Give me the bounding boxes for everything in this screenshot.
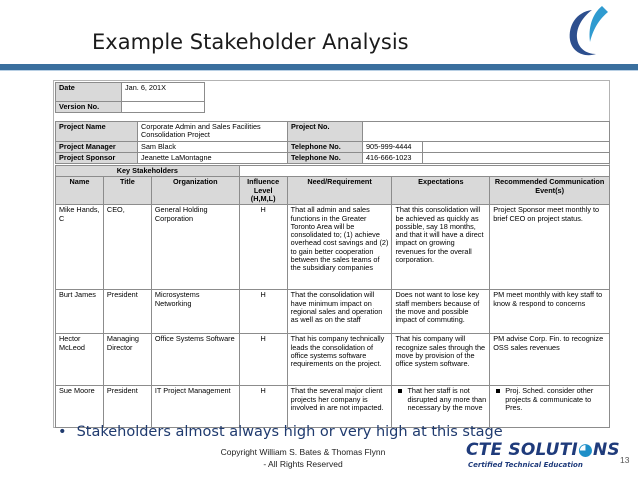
copyright-line: - All Rights Reserved xyxy=(263,459,343,469)
cell-need: That the consolidation will have minimum impact on regional sales and operation as well as on the staff xyxy=(287,290,392,334)
cell-need: That his company technically leads the consolidation of office systems software requirements on the project. xyxy=(287,334,392,386)
stakeholder-table xyxy=(55,165,610,428)
project-sponsor-label: Project Sponsor xyxy=(56,152,138,163)
cell-influence: H xyxy=(239,334,287,386)
cell-organization: General Holding Corporation xyxy=(151,205,239,290)
cell-expectations xyxy=(392,386,490,428)
col-header-name: Name xyxy=(56,177,104,205)
cell-recommended: Project Sponsor meet monthly to brief CEO on project status. xyxy=(490,205,610,290)
sponsor-phone-label: Telephone No. xyxy=(288,152,363,163)
bullet-icon: • xyxy=(58,424,67,440)
manager-phone-label: Telephone No. xyxy=(288,141,363,152)
globe-o-icon: ◕ xyxy=(577,440,593,460)
col-header-recommended: Recommended Communication Event(s) xyxy=(490,177,610,205)
version-value xyxy=(122,102,205,113)
title-underline xyxy=(0,64,638,70)
cte-swoosh-logo xyxy=(562,4,618,62)
cell-organization: Office Systems Software xyxy=(151,334,239,386)
cell-organization: Microsystems Networking xyxy=(151,290,239,334)
cell-expectations: That this consolidation will be achieved as quickly as possible, say 18 months, and that it will have a direct impact on growing revenues for the overall corporation. xyxy=(392,205,490,290)
copyright-notice xyxy=(213,446,393,470)
cell-need: That the several major client projects her company is involved in are not impacted. xyxy=(287,386,392,428)
brand-name: CTE SOLUTI◕NS xyxy=(466,440,620,460)
list-item: Proj. Sched. consider other projects & communicate to Pres. xyxy=(493,387,606,412)
cell-name: Mike Hands, C xyxy=(56,205,104,290)
col-header-need: Need/Requirement xyxy=(287,177,392,205)
project-no-label: Project No. xyxy=(288,122,363,142)
col-header-title: Title xyxy=(103,177,151,205)
cell-title: President xyxy=(103,290,151,334)
bullet-text: Stakeholders almost always high or very high at this stage xyxy=(76,424,503,440)
project-manager-value: Sam Black xyxy=(138,141,288,152)
page-number: 13 xyxy=(620,455,630,465)
cell-influence: H xyxy=(239,386,287,428)
slide-title: Example Stakeholder Analysis xyxy=(92,30,409,54)
key-stakeholders-heading: Key Stakeholders xyxy=(56,166,240,177)
date-version-table xyxy=(55,82,205,113)
project-no-value xyxy=(363,122,610,142)
brand-tagline: Certified Technical Education xyxy=(468,461,583,469)
cell-need: That all admin and sales functions in the Greater Toronto Area will be consolidated to; (1) achieve overhead cost savings and (2) to gain better cooperation between the sales teams of the subsidiary companies xyxy=(287,205,392,290)
project-manager-label: Project Manager xyxy=(56,141,138,152)
cell-expectations: That his company will recognize sales through the move by provision of the office system software. xyxy=(392,334,490,386)
cell-influence: H xyxy=(239,205,287,290)
project-info-table xyxy=(55,121,610,164)
cell-organization: IT Project Management xyxy=(151,386,239,428)
cell-name: Sue Moore xyxy=(56,386,104,428)
cell-recommended xyxy=(490,386,610,428)
cell-recommended: PM advise Corp. Fin. to recognize OSS sales revenues xyxy=(490,334,610,386)
table-row xyxy=(56,386,610,428)
version-label: Version No. xyxy=(56,102,122,113)
date-label: Date xyxy=(56,83,122,102)
col-header-expectations: Expectations xyxy=(392,177,490,205)
cell-title: President xyxy=(103,386,151,428)
cell-recommended: PM meet monthly with key staff to know & respond to concerns xyxy=(490,290,610,334)
manager-phone-value: 905-999-4444 xyxy=(363,141,423,152)
date-value: Jan. 6, 201X xyxy=(122,83,205,102)
cell-expectations: Does not want to lose key staff members because of the move and possible impact of commuting. xyxy=(392,290,490,334)
cell-name: Hector McLeod xyxy=(56,334,104,386)
cell-influence: H xyxy=(239,290,287,334)
bullet-point xyxy=(58,424,503,440)
cte-solutions-logo xyxy=(466,440,620,472)
cell-title: Managing Director xyxy=(103,334,151,386)
table-row xyxy=(56,334,610,386)
col-header-influence: Influence Level (H,M,L) xyxy=(239,177,287,205)
col-header-organization: Organization xyxy=(151,177,239,205)
project-name-value: Corporate Admin and Sales Facilities Consolidation Project xyxy=(138,122,288,142)
sponsor-phone-value: 416-666-1023 xyxy=(363,152,423,163)
table-row xyxy=(56,205,610,290)
copyright-line: Copyright William S. Bates & Thomas Flynn xyxy=(220,447,386,457)
list-item: That her staff is not disrupted any more than necessary by the move xyxy=(395,387,486,412)
cell-title: CEO, xyxy=(103,205,151,290)
project-sponsor-value: Jeanette LaMontagne xyxy=(138,152,288,163)
project-name-label: Project Name xyxy=(56,122,138,142)
cell-name: Burt James xyxy=(56,290,104,334)
table-row xyxy=(56,290,610,334)
